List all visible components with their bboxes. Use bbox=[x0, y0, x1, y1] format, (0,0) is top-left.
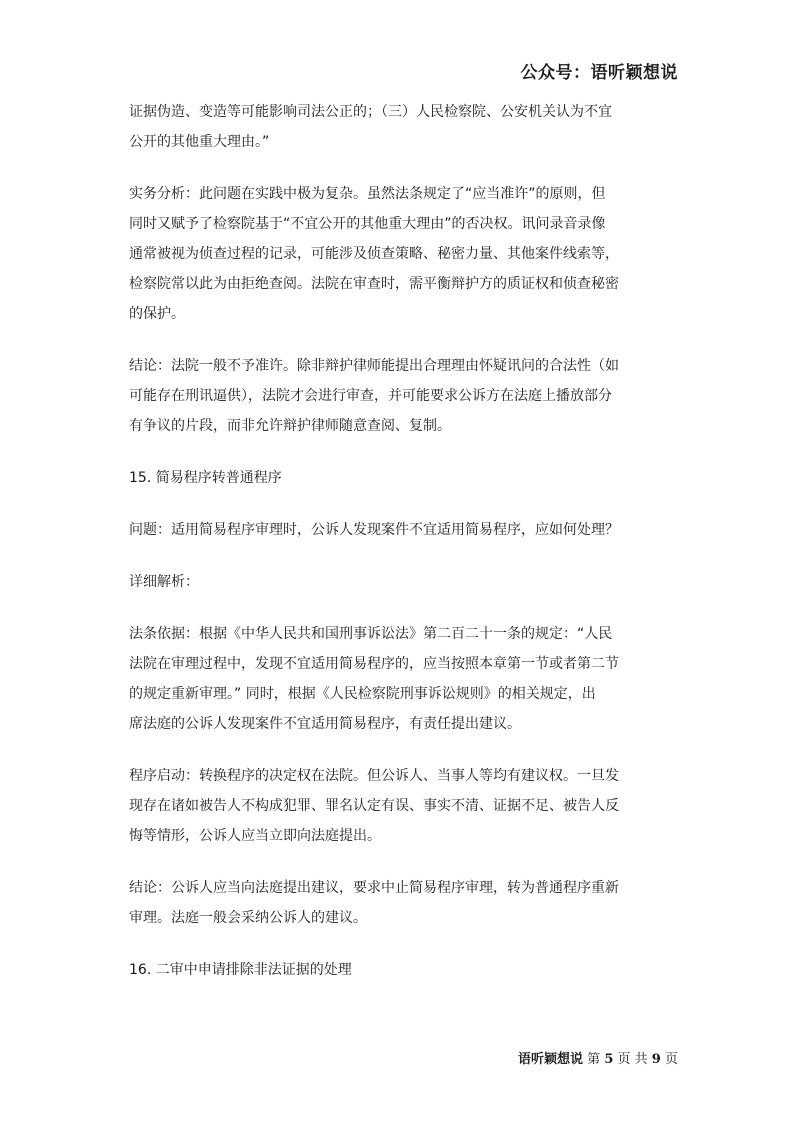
text-line: 法院在审理过程中，发现不宜适用简易程序的，应当按照本章第一节或者第二节 bbox=[129, 656, 619, 672]
text-line: 16. 二审中申请排除非法证据的处理 bbox=[129, 962, 352, 978]
text-line: 的规定重新审理。” 同时，根据《人民检察院刑事诉讼规则》的相关规定，出 bbox=[129, 686, 596, 702]
paragraph-legal-clause-end bbox=[129, 97, 674, 157]
text-line: 结论：公诉人应当向法庭提出建议，要求中止简易程序审理，转为普通程序重新 bbox=[129, 880, 619, 896]
footer-page-mid: 页 共 bbox=[617, 1052, 648, 1067]
paragraph-practice-analysis bbox=[129, 179, 674, 329]
footer-page-suffix: 页 bbox=[664, 1052, 678, 1067]
text-line: 程序启动：转换程序的决定权在法院。但公诉人、当事人等均有建议权。一旦发 bbox=[129, 768, 619, 784]
text-line: 同时又赋予了检察院基于“不宜公开的其他重大理由”的否决权。讯问录音录像 bbox=[129, 216, 606, 232]
text-line: 现存在诸如被告人不构成犯罪、罪名认定有误、事实不清、证据不足、被告人反 bbox=[129, 798, 619, 814]
section-heading-16 bbox=[129, 955, 674, 985]
paragraph-conclusion-14 bbox=[129, 351, 674, 441]
text-line: 可能存在刑讯逼供），法院才会进行审查，并可能要求公诉方在法庭上播放部分 bbox=[129, 388, 612, 404]
text-line: 实务分析：此问题在实践中极为复杂。虽然法条规定了“应当准许”的原则，但 bbox=[129, 186, 606, 202]
footer-total-pages: 9 bbox=[651, 1052, 661, 1067]
text-line: 检察院常以此为由拒绝查阅。法院在审查时，需平衡辩护方的质证权和侦查秘密 bbox=[129, 276, 619, 292]
text-line: 详细解析： bbox=[129, 574, 199, 590]
footer-page-prefix: 第 bbox=[587, 1052, 601, 1067]
text-line: 通常被视为侦查过程的记录，可能涉及侦查策略、秘密力量、其他案件线索等， bbox=[129, 246, 619, 262]
text-line: 法条依据：根据《中华人民共和国刑事诉讼法》第二百二十一条的规定：“人民 bbox=[129, 626, 613, 642]
page-footer bbox=[518, 1048, 678, 1067]
paragraph-conclusion-15 bbox=[129, 873, 674, 933]
text-line: 审理。法庭一般会采纳公诉人的建议。 bbox=[129, 910, 367, 926]
text-line: 席法庭的公诉人发现案件不宜适用简易程序，有责任提出建议。 bbox=[129, 716, 521, 732]
paragraph-legal-basis bbox=[129, 619, 674, 739]
text-line: 有争议的片段，而非允许辩护律师随意查阅、复制。 bbox=[129, 418, 451, 434]
text-line: 公开的其他重大理由。” bbox=[129, 134, 270, 150]
text-line: 的保护。 bbox=[129, 306, 185, 322]
text-line: 问题：适用简易程序审理时，公诉人发现案件不宜适用简易程序，应如何处理？ bbox=[129, 522, 619, 538]
paragraph-procedure-start bbox=[129, 761, 674, 851]
section-heading-15 bbox=[129, 463, 674, 493]
footer-brand: 语听颖想说 bbox=[518, 1052, 584, 1067]
text-line: 结论：法院一般不予准许。除非辩护律师能提出合理理由怀疑讯问的合法性（如 bbox=[129, 358, 619, 374]
text-line: 证据伪造、变造等可能影响司法公正的；（三）人民检察院、公安机关认为不宜 bbox=[129, 104, 612, 120]
paragraph-question-15 bbox=[129, 515, 674, 545]
footer-current-page: 5 bbox=[604, 1052, 614, 1067]
page-header-account: 公众号：语听颖想说 bbox=[520, 63, 678, 83]
text-line: 15. 简易程序转普通程序 bbox=[129, 470, 282, 486]
paragraph-detailed-analysis-label bbox=[129, 567, 674, 597]
document-body bbox=[129, 97, 674, 1007]
text-line: 悔等情形，公诉人应当立即向法庭提出。 bbox=[129, 828, 381, 844]
